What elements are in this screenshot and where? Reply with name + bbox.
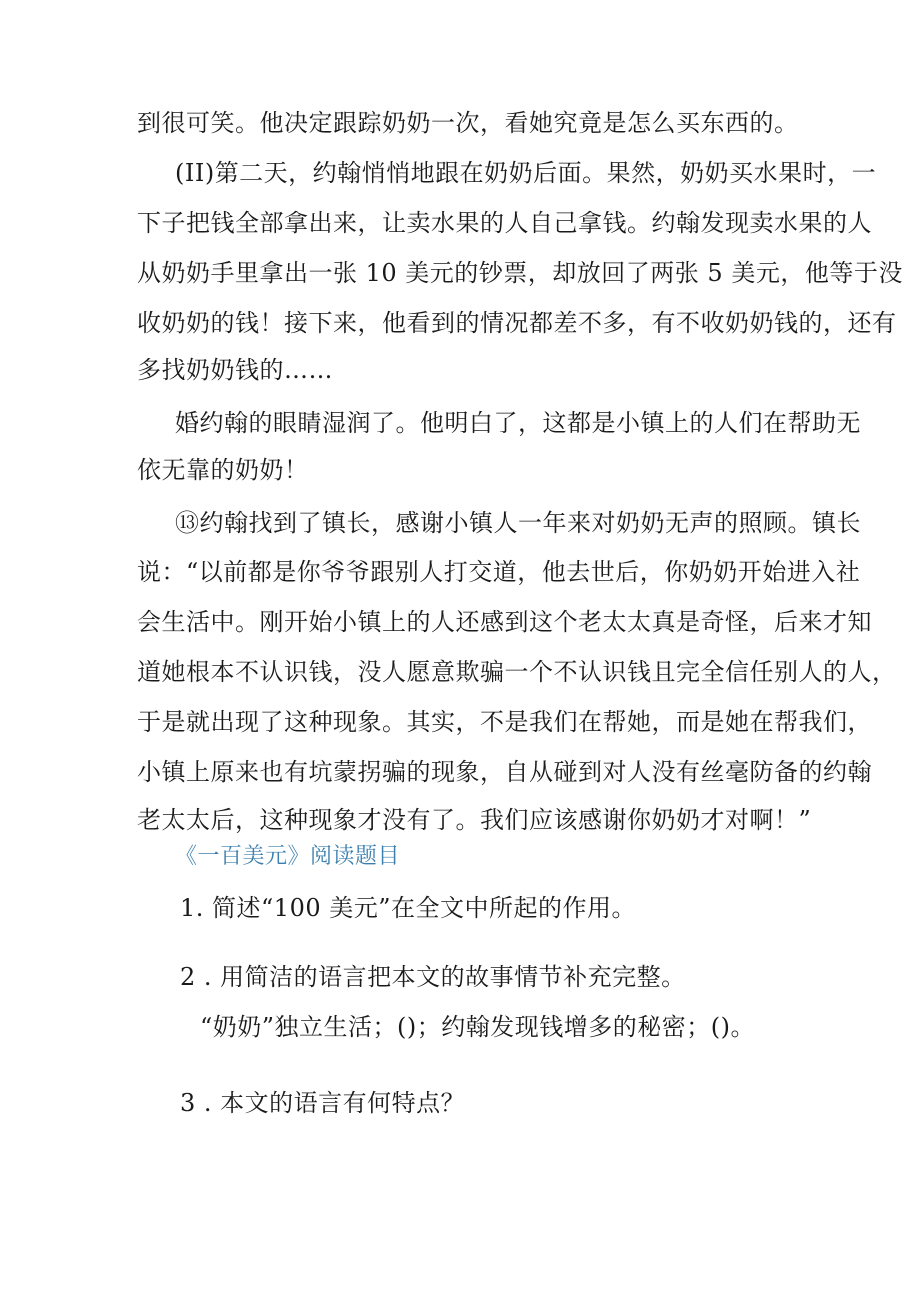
story-line: 说：“以前都是你爷爷跟别人打交道，他去世后，你奶奶开始进入社 <box>137 558 861 586</box>
story-line: 老太太后，这种现象才没有了。我们应该感谢你奶奶才对啊！” <box>137 806 812 834</box>
story-line: 到很可笑。他决定跟踪奶奶一次，看她究竟是怎么买东西的。 <box>137 109 799 137</box>
story-line: (II)第二天，约翰悄悄地跟在奶奶后面。果然，奶奶买水果时，一 <box>175 159 877 187</box>
story-line: 婚约翰的眼睛湿润了。他明白了，这都是小镇上的人们在帮助无 <box>175 409 861 437</box>
story-line: 收奶奶的钱！接下来，他看到的情况都差不多，有不收奶奶钱的，还有 <box>137 309 897 337</box>
question-3: 3 . 本文的语言有何特点？ <box>180 1089 466 1117</box>
question-1: 1. 简述“100 美元”在全文中所起的作用。 <box>180 894 637 922</box>
story-line: 道她根本不认识钱，没人愿意欺骗一个不认识钱且完全信任别人的人， <box>137 658 897 686</box>
story-line: 多找奶奶钱的…… <box>137 356 333 384</box>
question-2: 2 . 用简洁的语言把本文的故事情节补充完整。 <box>180 963 686 991</box>
story-line: 下子把钱全部拿出来，让卖水果的人自己拿钱。约翰发现卖水果的人 <box>137 209 872 237</box>
section-title: 《一百美元》阅读题目 <box>175 844 401 869</box>
story-line: 于是就出现了这种现象。其实，不是我们在帮她，而是她在帮我们， <box>137 708 872 736</box>
question-2-blank-line: “奶奶”独立生活；()；约翰发现钱增多的秘密；()。 <box>200 1013 755 1041</box>
story-line: 小镇上原来也有坑蒙拐骗的现象，自从碰到对人没有丝毫防备的约翰 <box>137 758 872 786</box>
story-line: ⑬约翰找到了镇长，感谢小镇人一年来对奶奶无声的照顾。镇长 <box>175 509 861 537</box>
story-line: 依无靠的奶奶！ <box>137 456 309 484</box>
story-line: 从奶奶手里拿出一张 10 美元的钞票，却放回了两张 5 美元，他等于没 <box>137 259 903 287</box>
story-line: 会生活中。刚开始小镇上的人还感到这个老太太真是奇怪，后来才知 <box>137 608 872 636</box>
